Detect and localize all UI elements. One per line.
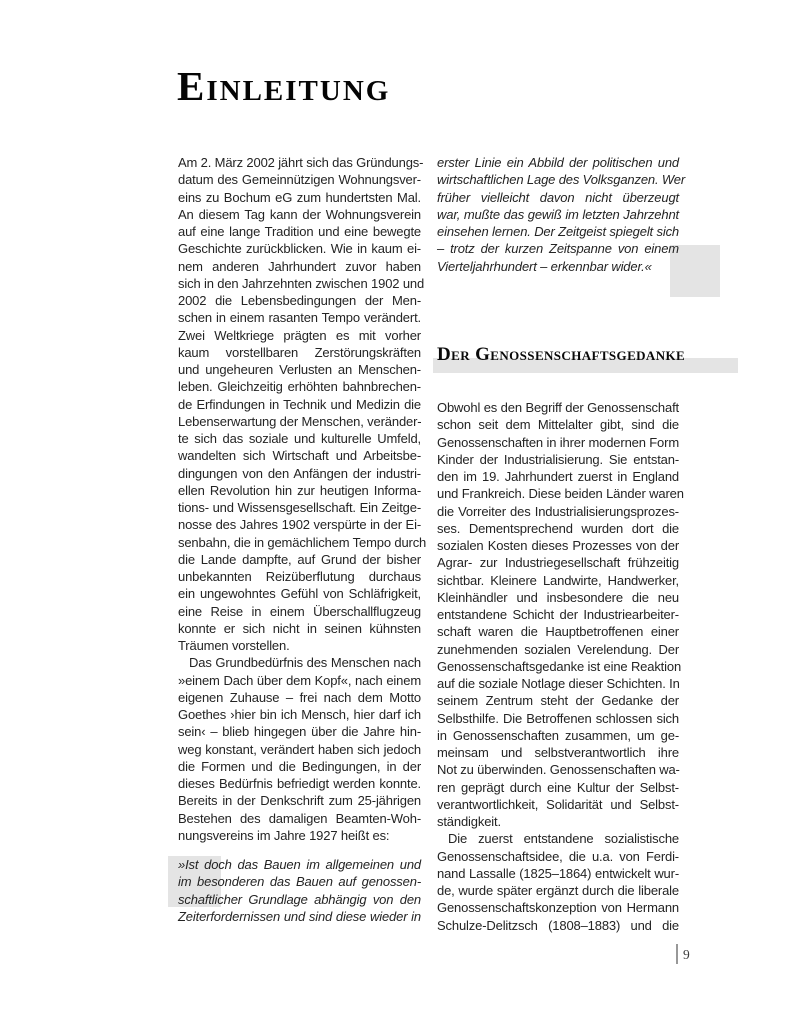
text-line: ellen Revolution hin zur heutigen Informa- bbox=[178, 482, 421, 498]
text-line: senbahn, die in gemächlichem Tempo durch bbox=[178, 534, 427, 550]
paragraph-lassalle bbox=[437, 830, 679, 934]
text-line: Not zu überwinden. Genossenschaften wa- bbox=[437, 762, 680, 778]
text-line: Vierteljahrhundert – erkennbar wider.« bbox=[437, 258, 652, 274]
text-line: eigenen Zuhause – frei nach dem Motto bbox=[178, 689, 421, 705]
left-column bbox=[178, 154, 427, 925]
text-line: Genossenschaftsidee, die u.a. von Ferdi- bbox=[437, 848, 679, 864]
page-number: 9 bbox=[676, 944, 690, 964]
text-line: nand Lassalle (1825–1864) entwickelt wur- bbox=[437, 865, 679, 881]
text-line: te sich das soziale und kulturelle Umfeld, bbox=[178, 431, 421, 446]
text-line: früher vielleicht davon nicht überzeugt bbox=[437, 189, 679, 205]
page-title: Einleitung bbox=[177, 63, 391, 109]
text-line: war, mußte das gewiß im letzten Jahrzehnt bbox=[437, 206, 679, 222]
text-line: Genossenschaften in ihrer modernen Form bbox=[437, 434, 679, 450]
text-line: Geschichte zurückblicken. Wie in kaum ei- bbox=[178, 241, 421, 257]
text-line: weg konstant, verändert haben sich jedoch bbox=[178, 741, 421, 757]
text-line: de, wurde später ergänzt durch die liberale bbox=[437, 883, 679, 898]
text-line: Kinder der Industrialisierung. Sie entstan- bbox=[437, 451, 679, 467]
section-heading: Der Genossenschaftsgedanke bbox=[437, 344, 686, 365]
text-line: Das Grundbedürfnis des Menschen nach bbox=[189, 655, 421, 671]
text-line: leben. Gleichzeitig erhöhten bahnbrechen- bbox=[178, 379, 421, 395]
text-line: erster Linie ein Abbild der politischen und bbox=[437, 155, 679, 170]
text-line: tions- und Wissensgesellschaft. Ein Zeitge- bbox=[178, 500, 421, 515]
text-line: Lebenserwartung der Menschen, veränder- bbox=[178, 413, 422, 429]
text-line: Selbsthilfe. Die Betroffenen schlossen sich bbox=[437, 710, 679, 726]
text-line: entstandene Schicht der Industriearbeiter- bbox=[437, 607, 679, 622]
text-line: Goethes ›hier bin ich Mensch, hier darf ich bbox=[178, 707, 421, 722]
text-line: Die zuerst entstandene sozialistische bbox=[448, 831, 679, 847]
text-line: Am 2. März 2002 jährt sich das Gründungs- bbox=[178, 155, 424, 170]
text-line: kaum vorstellbaren Zerstörungskräften bbox=[178, 344, 421, 360]
text-line: schen in einem rasanten Tempo verändert. bbox=[178, 310, 421, 326]
text-line: Kleinhändler und insbesondere die neu bbox=[437, 589, 679, 605]
text-line: und Frankreich. Diese beiden Länder waren bbox=[437, 486, 684, 502]
text-line: Genossenschaftskonzeption von Hermann bbox=[437, 900, 679, 916]
text-line: Träumen vorstellen. bbox=[178, 638, 290, 653]
text-line: unbekannten Reizüberflutung durchaus bbox=[178, 569, 421, 584]
text-line: Zwei Weltkriege prägten es mit vorher bbox=[178, 327, 421, 343]
text-line: verantwortlichkeit, Solidarität und Selbst- bbox=[437, 796, 679, 812]
text-line: seinem Zentrum steht der Gedanke der bbox=[437, 693, 679, 709]
text-line: »Ist doch das Bauen im allgemeinen und bbox=[178, 857, 421, 872]
text-line: dieses Bedürfnis befriedigt werden konnte. bbox=[178, 776, 421, 791]
text-line: wandelten sich Wirtschaft und Arbeitsbe- bbox=[178, 448, 421, 464]
text-line: sichtbar. Kleinere Landwirte, Handwerker, bbox=[437, 572, 679, 588]
text-line: dingungen von den Anfängen der industri- bbox=[178, 465, 421, 481]
text-line: Obwohl es den Begriff der Genossenschaft bbox=[437, 400, 679, 415]
right-column-body bbox=[437, 399, 684, 934]
text-line: de Erfindungen in Technik und Medizin die bbox=[178, 396, 421, 412]
text-line: auf die soziale Notlage dieser Schichten. In bbox=[437, 676, 680, 691]
text-line: nosse des Jahres 1902 verspürte in der Ei- bbox=[178, 517, 421, 533]
text-line: ses. Dementsprechend wurden dort die bbox=[437, 520, 679, 536]
text-line: ren geprägt durch eine Kultur der Selbst- bbox=[437, 779, 679, 795]
text-line: in Genossenschaften zusammen, um ge- bbox=[437, 727, 679, 743]
text-line: Zeiterfordernissen und sind diese wieder in bbox=[178, 908, 421, 924]
text-line: auf eine lange Tradition und eine bewegte bbox=[178, 224, 421, 239]
text-line: zunehmenden sozialen Verelendung. Der bbox=[437, 641, 679, 657]
text-line: die Formen und die Bedingungen, in der bbox=[178, 758, 421, 774]
text-line: im besonderen das Bauen auf genossen- bbox=[178, 874, 421, 890]
text-line: den im 19. Jahrhundert zuerst in England bbox=[437, 469, 679, 484]
text-line: ein ungewohntes Gefühl von Schläfrigkeit, bbox=[178, 586, 421, 602]
text-line: schaftlicher Grundlage abhängig von den bbox=[178, 891, 421, 907]
text-line: einsehen lernen. Der Zeitgeist spiegelt sich bbox=[437, 224, 679, 239]
text-line: nem anderen Jahrhundert zuvor haben bbox=[178, 258, 421, 274]
text-line: schaft waren die Hauptbetroffenen einer bbox=[437, 624, 679, 640]
text-line: die Vorreiter des Industrialisierungsprozes- bbox=[437, 503, 679, 519]
text-line: Agrar- zur Industriegesellschaft frühzeitig bbox=[437, 555, 679, 571]
text-line: schon seit dem Mittelalter gibt, sind die bbox=[437, 417, 679, 433]
text-line: 2002 die Lebensbedingungen der Men- bbox=[178, 293, 421, 308]
paragraph-intro bbox=[178, 154, 427, 654]
text-line: sein‹ – blieb hingegen über die Jahre hin- bbox=[178, 724, 421, 740]
paragraph-grundbeduerfnis bbox=[178, 654, 421, 844]
text-line: Schulze-Delitzsch (1808–1883) und die bbox=[437, 917, 679, 933]
text-line: Bestehen des damaligen Beamten-Woh- bbox=[178, 810, 421, 826]
text-line: ständigkeit. bbox=[437, 814, 501, 829]
paragraph-genossenschaft bbox=[437, 399, 684, 830]
text-line: datum des Gemeinnützigen Wohnungsver- bbox=[178, 172, 421, 188]
text-line: eins zu Bochum eG zum hundertsten Mal. bbox=[178, 189, 421, 205]
block-quote-right-part bbox=[437, 154, 686, 275]
text-line: Genossenschaftsgedanke ist eine Reaktion bbox=[437, 658, 682, 674]
text-line: eine Reise in einem Überschallflugzeug bbox=[178, 603, 421, 619]
text-line: sozialen Kosten dieses Prozesses von der bbox=[437, 538, 679, 553]
block-quote-left-part bbox=[178, 856, 421, 925]
text-line: – trotz der kurzen Zeitspanne von einem bbox=[437, 241, 679, 257]
text-line: An diesem Tag kann der Wohnungsverein bbox=[178, 206, 421, 222]
text-line: konnte er sich nicht in seinen kühnsten bbox=[178, 620, 421, 636]
text-line: die Lande dampfte, auf Grund der bisher bbox=[178, 551, 421, 567]
text-line: nungsvereins im Jahre 1927 heißt es: bbox=[178, 827, 390, 843]
text-line: und ungeheuren Verlusten an Menschen- bbox=[178, 362, 421, 377]
text-line: meinsam und selbstverantwortlich ihre bbox=[437, 745, 679, 760]
text-line: sich in den Jahrzehnten zwischen 1902 und bbox=[178, 275, 425, 291]
text-line: »einem Dach über dem Kopf«, nach einem bbox=[178, 672, 421, 688]
text-line: wirtschaftlichen Lage des Volksganzen. Wer bbox=[437, 172, 686, 188]
text-line: Bereits in der Denkschrift zum 25-jährigen bbox=[178, 793, 421, 809]
